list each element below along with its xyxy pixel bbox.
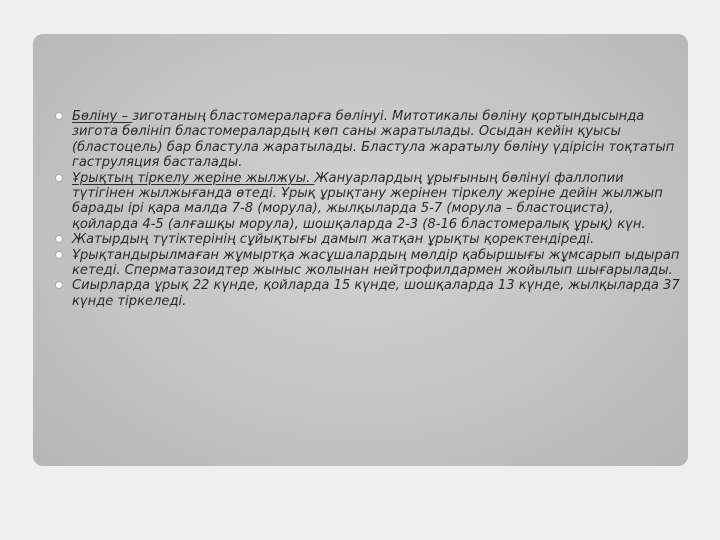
bullet-lead: Ұрықтың тіркелу жеріне жылжуы. xyxy=(72,170,315,186)
bullet-text: Жануарлардың ұрығының бөлінуі фаллопии түтігінен жылжығанда өтеді. Ұрық ұрықтану жерінен тіркелу жеріне дейін жылжып барады ірі қара малда 7-8 (морула), жылқыларда 5-7 (морула – бластоциста), қойларда 4-5 (алғашқы морула), шошқаларда 2-3 (8-16 бластомералық ұрық) күн. xyxy=(72,170,663,232)
bullet-item-5 xyxy=(54,278,680,309)
bullet-item-1 xyxy=(54,109,680,171)
bullet-item-2 xyxy=(54,171,680,233)
bullet-dot-icon xyxy=(55,174,63,182)
bullet-text: Жатырдың түтіктерінің сұйықтығы дамып жатқан ұрықты қоректендіреді. xyxy=(72,232,595,248)
bullet-list xyxy=(54,109,680,309)
bullet-text: зиготаның бластомераларға бөлінуі. Митотикалы бөліну қортындысында зигота бөлініп бластомералардың көп саны жаратылады. Осыдан кейін қуысы (бластоцель) бар бластула жаратылады. Бластула жаратылу бөліну үдірісін тоқтатып гаструляция басталады. xyxy=(72,109,675,171)
bullet-dot-icon xyxy=(55,281,63,289)
bullet-text: Ұрықтандырылмаған жұмыртқа жасұшалардың мөлдір қабыршығы жұмсарып ыдырап кетеді. Сперматазоидтер жыныс жолынан нейтрофилдармен жойылып шығарылады. xyxy=(72,247,680,279)
bullet-lead: Бөліну – xyxy=(72,109,133,124)
bullet-dot-icon xyxy=(55,112,63,120)
bullet-item-4 xyxy=(54,248,680,279)
bullet-dot-icon xyxy=(55,235,63,243)
bullet-item-3 xyxy=(54,232,680,247)
bullet-text: Сиырларда ұрық 22 күнде, қойларда 15 күнде, шошқаларда 13 күнде, жылқыларда 37 күнде тіркеледі. xyxy=(72,278,680,309)
bullet-dot-icon xyxy=(55,251,63,259)
